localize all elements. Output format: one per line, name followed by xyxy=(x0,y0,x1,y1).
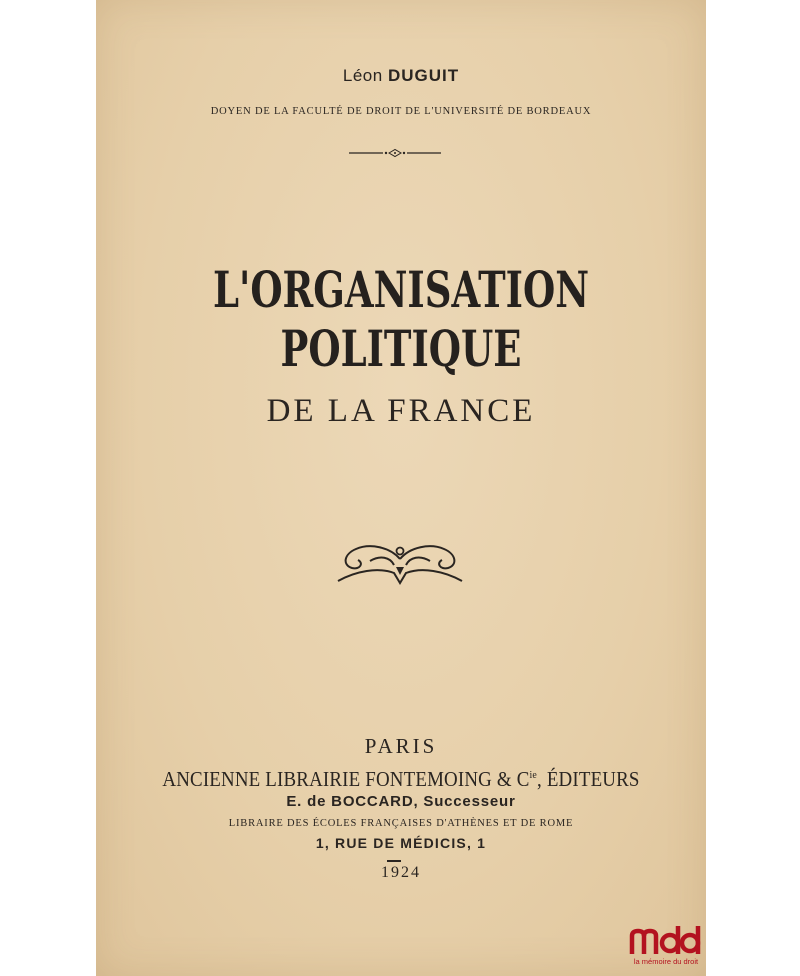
imprint-year: 1924 xyxy=(381,864,421,881)
ornamental-rule-icon xyxy=(349,148,441,158)
imprint-bookseller: LIBRAIRE DES ÉCOLES FRANÇAISES D'ATHÈNES ET DE ROME xyxy=(228,818,574,829)
title-page xyxy=(96,0,706,976)
mdd-logo-icon xyxy=(628,922,704,956)
divider xyxy=(387,860,401,862)
author-first-name: Léon xyxy=(342,66,383,85)
imprint-publisher xyxy=(127,767,676,792)
author-surname: DUGUIT xyxy=(387,66,460,85)
imprint-address: 1, RUE DE MÉDICIS, 1 xyxy=(315,835,487,851)
publisher-name: ANCIENNE LIBRAIRIE FONTEMOING & C xyxy=(162,767,530,791)
watermark-logo xyxy=(628,922,704,976)
floral-vignette-icon xyxy=(334,541,466,587)
author-role: DOYEN DE LA FACULTÉ DE DROIT DE L'UNIVERSITÉ DE BORDEAUX xyxy=(210,106,592,117)
publisher-editors: , ÉDITEURS xyxy=(537,767,640,791)
watermark-tagline: la mémoire du droit xyxy=(633,957,699,966)
book-subtitle: DE LA FRANCE xyxy=(266,393,536,429)
imprint-city: PARIS xyxy=(364,734,438,758)
author-name xyxy=(96,66,706,86)
imprint-successor: E. de BOCCARD, Successeur xyxy=(286,793,516,810)
book-title: L'ORGANISATION POLITIQUE xyxy=(212,260,590,378)
publisher-superscript: ie xyxy=(529,769,538,781)
